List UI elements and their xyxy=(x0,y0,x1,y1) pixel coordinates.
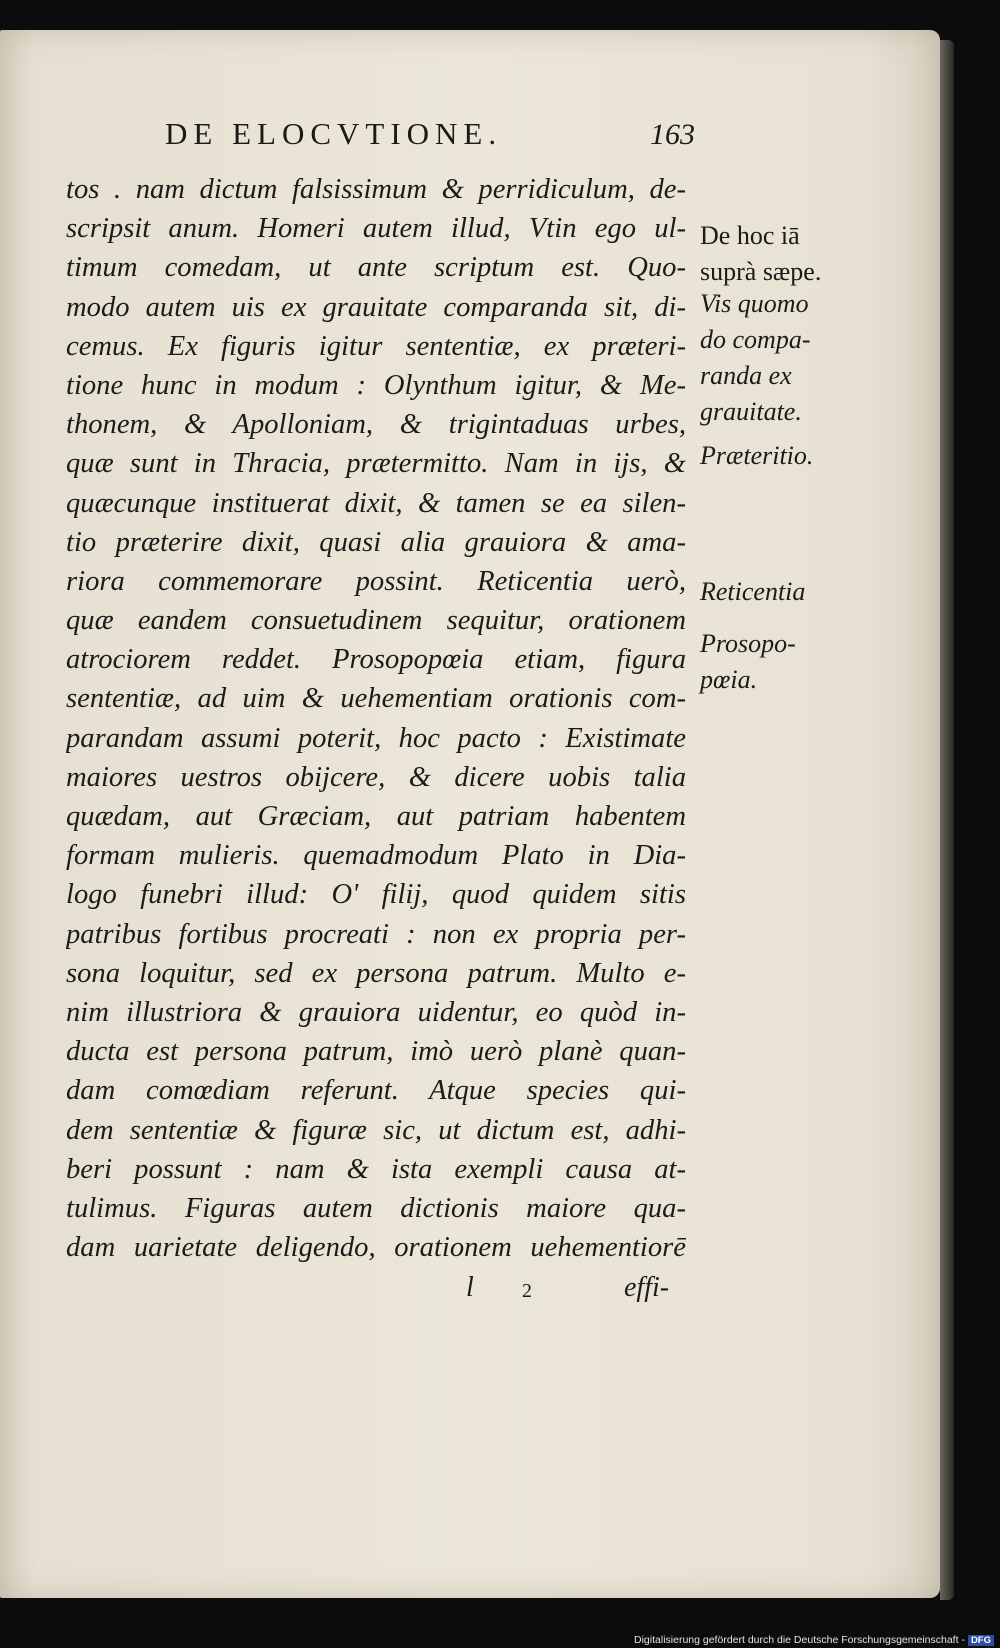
text-line: sona loquitur, sed ex persona patrum. Multo e- xyxy=(66,957,686,989)
catchword: effi- xyxy=(624,1272,670,1303)
text-line: formam mulieris. quemadmodum Plato in Dia- xyxy=(66,840,686,872)
body-text xyxy=(66,170,686,1267)
text-line: quæ sunt in Thracia, prætermitto. Nam in ijs, & xyxy=(66,448,686,480)
dfg-logo: DFG xyxy=(968,1635,994,1646)
text-line: quæcunque instituerat dixit, & tamen se ea silen- xyxy=(66,487,686,519)
signature-mark: l xyxy=(466,1272,474,1303)
text-line: nim illustriora & grauiora uidentur, eo quòd in- xyxy=(66,996,686,1028)
book-edge xyxy=(940,40,954,1600)
text-line: tio præterire dixit, quasi alia grauiora & ama- xyxy=(66,526,686,558)
text-line: dem sententiæ & figuræ sic, ut dictum est, adhi- xyxy=(66,1114,686,1146)
text-line: dam comœdiam referunt. Atque species qui- xyxy=(66,1075,686,1107)
margin-note-reticentia: Reticentia xyxy=(700,577,806,606)
text-line: patribus fortibus procreati : non ex propria per- xyxy=(66,918,686,950)
text-line: tione hunc in modum : Olynthum igitur, & Me- xyxy=(66,369,686,401)
margin-note-reference: De hoc iā suprà sæpe. xyxy=(700,221,822,286)
text-line: dam uarietate deligendo, orationem uehementiorē xyxy=(66,1232,686,1264)
page-number: 163 xyxy=(650,118,695,151)
text-line: thonem, & Apolloniam, & trigintaduas urbes, xyxy=(66,409,686,441)
text-line: modo autem uis ex grauitate comparanda sit, di- xyxy=(66,291,686,323)
text-line: timum comedam, ut ante scriptum est. Quo- xyxy=(66,252,686,284)
text-line: sententiæ, ad uim & uehementiam orationis com- xyxy=(66,683,686,715)
text-line: beri possunt : nam & ista exempli causa at- xyxy=(66,1153,686,1185)
text-line: logo funebri illud: O' filij, quod quidem sitis xyxy=(66,879,686,911)
text-line: quædam, aut Græciam, aut patriam habentem xyxy=(66,801,686,832)
text-line: ducta est persona patrum, imò uerò planè quan- xyxy=(66,1036,686,1068)
text-line: scripsit anum. Homeri autem illud, Vtin ego ul- xyxy=(66,213,686,245)
text-line: cemus. Ex figuris igitur sententiæ, ex præteri- xyxy=(66,330,686,362)
text-line: tos . nam dictum falsissimum & perridiculum, de- xyxy=(66,174,686,205)
signature-number: 2 xyxy=(522,1280,532,1302)
credit-text: Digitalisierung gefördert durch die Deutsche Forschungsgemeinschaft - xyxy=(634,1634,965,1646)
margin-note-prosopopoeia: Prosopo- pœia. xyxy=(700,629,796,694)
margin-note-vis: Vis quomo do compa- randa ex grauitate. xyxy=(700,289,811,426)
text-line: parandam assumi poterit, hoc pacto : Existimate xyxy=(66,722,686,754)
digitization-credit xyxy=(634,1634,994,1646)
text-line: quæ eandem consuetudinem sequitur, orationem xyxy=(66,605,686,637)
text-line: atrociorem reddet. Prosopopœia etiam, figura xyxy=(66,644,686,676)
margin-note-praeteritio: Præteritio. xyxy=(700,441,814,470)
text-line: maiores uestros obijcere, & dicere uobis talia xyxy=(66,761,686,793)
text-line: riora commemorare possint. Reticentia uerò, xyxy=(66,565,686,597)
text-line: tulimus. Figuras autem dictionis maiore qua- xyxy=(66,1192,686,1224)
running-head: DE ELOCVTIONE. xyxy=(165,116,503,151)
